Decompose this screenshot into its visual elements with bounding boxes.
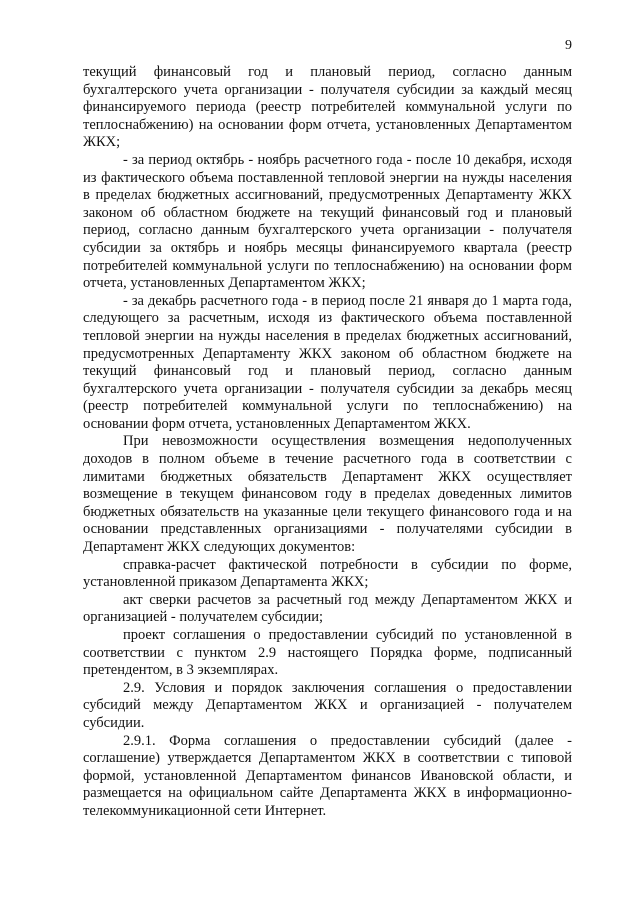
paragraph-3: - за декабрь расчетного года - в период после 21 января до 1 марта года, следующего за расчетным, исходя из фактического объема поставленной тепловой энергии на нужды населения в пределах бюджетных ассигнований, предусмотренных Департаменту ЖКХ законом об областном бюджете на текущий финансовый год и плановый период, согласно данным бухгалтерского учета организации - получателя субсидии за декабрь месяц (реестр потребителей коммунальной услуги по теплоснабжению) на основании форм отчета, установленных Департаментом ЖКХ. [83, 292, 572, 432]
paragraph-6: акт сверки расчетов за расчетный год между Департаментом ЖКХ и организацией - получателем субсидии; [83, 591, 572, 626]
paragraph-7: проект соглашения о предоставлении субсидий по установленной в соответствии с пунктом 2.9 настоящего Порядка форме, подписанный претендентом, в 3 экземплярах. [83, 627, 572, 679]
page-number: 9 [565, 38, 572, 53]
paragraph-2: - за период октябрь - ноябрь расчетного года - после 10 декабря, исходя из фактического объема поставленной тепловой энергии на нужды населения в пределах бюджетных ассигнований, предусмотренных Департаменту ЖКХ законом об областном бюджете на текущий финансовый год и плановый период, согласно данным бухгалтерского учета организации - получателя субсидии за октябрь и ноябрь месяцы финансируемого квартала (реестр потребителей коммунальной услуги по теплоснабжению) на основании форм отчета, установленных Департаментом ЖКХ; [83, 151, 572, 292]
paragraph-9: 2.9.1. Форма соглашения о предоставлении субсидий (далее - соглашение) утверждается Департаментом ЖКХ в соответствии с типовой формой, установленной Департаментом финансов Ивановской области, и размещается на официальном сайте Департамента ЖКХ в информационно-телекоммуникационной сети Интернет. [83, 732, 572, 819]
paragraph-5: справка-расчет фактической потребности в субсидии по форме, установленной приказом Департамента ЖКХ; [83, 556, 572, 591]
document-body [83, 64, 572, 821]
paragraph-1: текущий финансовый год и плановый период, согласно данным бухгалтерского учета организации - получателя субсидии за каждый месяц финансируемого периода (реестр потребителей коммунальной услуги по теплоснабжению) на основании форм отчета, установленных Департаментом ЖКХ; [83, 64, 572, 151]
paragraph-8: 2.9. Условия и порядок заключения соглашения о предоставлении субсидий между Департаментом ЖКХ и организацией - получателем субсидии. [83, 679, 572, 731]
paragraph-4: При невозможности осуществления возмещения недополученных доходов в полном объеме в течение расчетного года в соответствии с лимитами бюджетных обязательств Департамент ЖКХ осуществляет возмещение в текущем финансовом году в пределах доведенных лимитов бюджетных обязательств на указанные цели текущего финансового года и на основании представленных организациями - получателями субсидии в Департамент ЖКХ следующих документов: [83, 433, 572, 556]
